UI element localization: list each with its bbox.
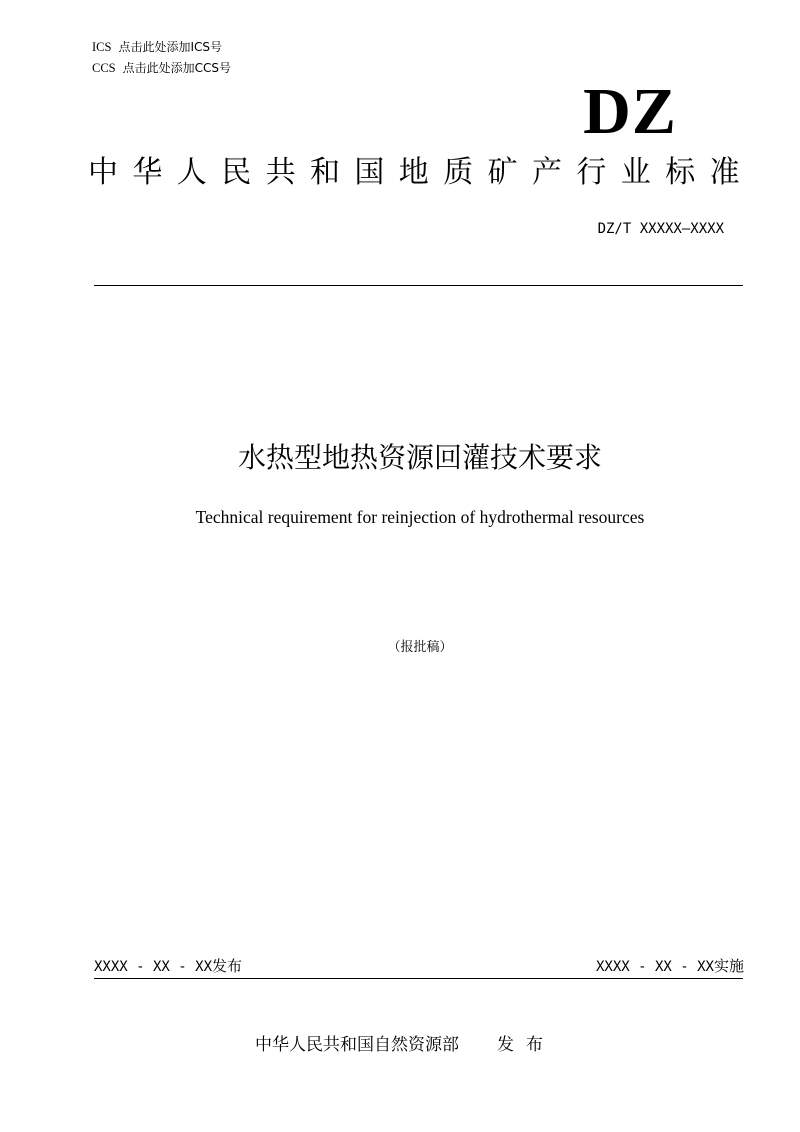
ics-placeholder-text[interactable]: 点击此处添加ICS号	[118, 40, 222, 54]
issuer-line	[255, 1034, 555, 1056]
implement-date-line	[596, 956, 744, 977]
ics-number-line	[92, 39, 222, 55]
standard-category-title: 中华人民共和国地质矿产行业标准	[88, 155, 754, 190]
dz-logo: DZ	[583, 75, 677, 148]
publish-date-line	[94, 956, 242, 977]
implement-date: XXXX - XX - XX	[595, 959, 714, 975]
ics-label: ICS	[92, 40, 112, 54]
ccs-label: CCS	[92, 61, 116, 75]
ccs-placeholder-text[interactable]: 点击此处添加CCS号	[122, 61, 232, 75]
issuer-action: 发布	[497, 1035, 555, 1055]
issuer-name: 中华人民共和国自然资源部	[255, 1035, 459, 1055]
document-title-chinese: 水热型地热资源回灌技术要求	[237, 441, 602, 474]
header-divider	[94, 285, 743, 286]
document-title-english: Technical requirement for reinjection of hydrothermal resources	[195, 507, 645, 527]
draft-status-label: （报批稿）	[387, 640, 453, 655]
standard-number: DZ/T XXXXX—XXXX	[597, 221, 724, 237]
publish-label: 发布	[212, 957, 243, 975]
footer-divider	[94, 978, 743, 979]
implement-label: 实施	[713, 957, 744, 975]
publish-date: XXXX - XX - XX	[94, 959, 213, 975]
ccs-number-line	[92, 60, 231, 76]
